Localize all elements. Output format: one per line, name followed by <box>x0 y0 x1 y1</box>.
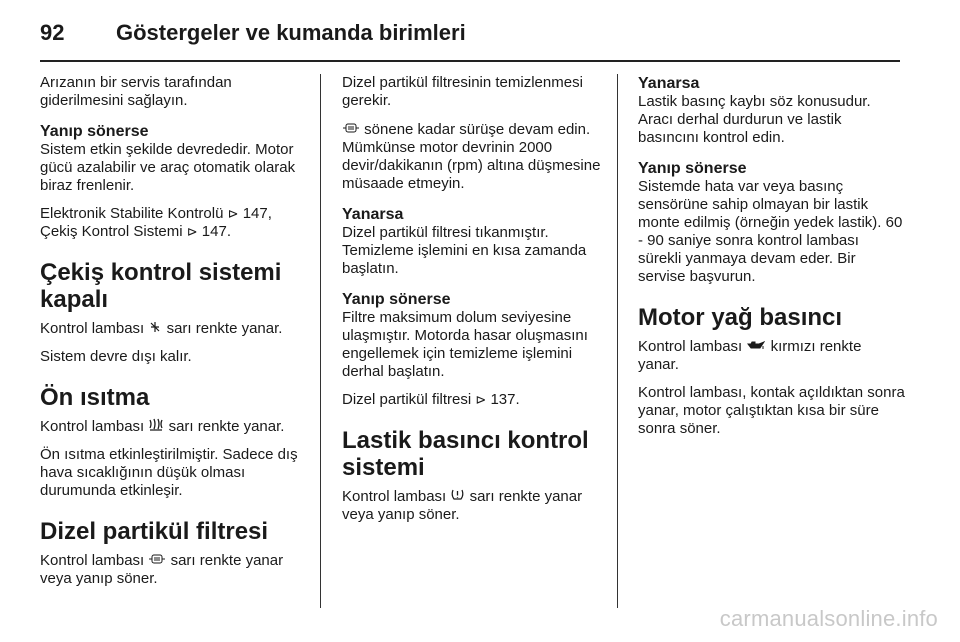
oil-paragraph <box>638 337 906 374</box>
tc-reference: Çekiş Kontrol Sistemi <box>40 223 183 240</box>
oil-paragraph-2: Kontrol lambası, kontak açıldıktan sonra yanar, motor çalıştıktan kısa bir süre sonra söner. <box>638 384 905 437</box>
preheat-text-a: Kontrol lambası <box>40 418 145 435</box>
lit-heading: Yanarsa <box>638 75 700 92</box>
dpf-drive-text: sönene kadar sürüşe devam edin. Mümkünse motor devrinin 2000 devir/dakikanın (rpm) altına düşmesine müsaade etmeyin. <box>342 121 601 192</box>
esc-page: 147, <box>242 205 272 222</box>
section-title-tc-off: Çekiş kontrol sistemi kapalı <box>40 259 282 313</box>
dpf-ref-paragraph <box>342 391 610 409</box>
column-divider-2 <box>617 74 618 608</box>
oil-can-icon <box>746 337 766 355</box>
diesel-particle-filter-icon <box>342 120 360 138</box>
page-header <box>40 8 920 58</box>
diesel-particle-filter-icon <box>148 551 166 569</box>
dpf-drive-paragraph <box>342 120 610 193</box>
page-ref-arrow-icon: ⊳ <box>475 392 487 407</box>
page-ref-arrow-icon: ⊳ <box>227 206 239 221</box>
tc-off-text-a: Kontrol lambası <box>40 320 145 337</box>
tc-off-paragraph-2: Sistem devre dışı kalır. <box>40 348 192 365</box>
section-title-dpf: Dizel partikül filtresi <box>40 518 269 545</box>
blink-heading: Yanıp sönerse <box>342 291 451 308</box>
column-3 <box>638 74 906 448</box>
tc-off-text-b: sarı renkte yanar. <box>166 320 283 337</box>
column-divider-1 <box>320 74 321 608</box>
esc-reference: Elektronik Stabilite Kontrolü <box>40 205 224 222</box>
page-title: Göstergeler ve kumanda birimleri <box>116 20 466 45</box>
preheat-paragraph <box>40 417 308 436</box>
section-title-tpms: Lastik basıncı kontrol sistemi <box>342 427 589 481</box>
tpms-text-a: Kontrol lambası <box>342 488 447 505</box>
tpms-text-b: sarı renkte yanar veya yanıp söner. <box>342 488 583 523</box>
lit-paragraph: Lastik basınç kaybı söz konusudur. Aracı derhal durdurun ve lastik basıncını kontrol edin. <box>638 93 871 146</box>
column-1 <box>40 74 308 598</box>
glow-plug-icon <box>148 417 164 435</box>
tpms-paragraph <box>342 487 610 524</box>
preheat-text-b: sarı renkte yanar. <box>168 418 285 435</box>
blink-heading: Yanıp sönerse <box>40 123 149 140</box>
watermark: carmanualsonline.info <box>719 606 938 631</box>
lit-heading: Yanarsa <box>342 206 404 223</box>
page-number: 92 <box>40 20 65 45</box>
tc-off-paragraph <box>40 319 308 338</box>
dpf-text-b: sarı renkte yanar veya yanıp söner. <box>40 552 284 587</box>
oil-text-a: Kontrol lambası <box>638 338 743 355</box>
blink-paragraph: Sistem etkin şekilde devrededir. Motor gücü azalabilir ve araç otomatik olarak biraz frenlenir. <box>40 141 296 194</box>
dpf-page: 137. <box>490 391 520 408</box>
dpf-reference: Dizel partikül filtresi <box>342 391 472 408</box>
blink-paragraph: Sistemde hata var veya basınç sensörüne sahip olmayan bir lastik monte edilmiş (örneğin yedek lastik). 60 - 90 saniye sonra kontrol lambası sürekli yanmaya devam eder. Bir servise başvurun. <box>638 178 903 285</box>
header-rule <box>40 60 900 62</box>
section-title-oil: Motor yağ basıncı <box>638 304 843 331</box>
lit-paragraph: Dizel partikül filtresi tıkanmıştır. Temizleme işlemini en kısa zamanda başlatın. <box>342 224 587 277</box>
tire-pressure-icon <box>450 487 465 505</box>
cross-reference-paragraph <box>40 205 308 241</box>
dpf-text-a: Kontrol lambası <box>40 552 145 569</box>
page-ref-arrow-icon: ⊳ <box>186 224 198 239</box>
column-2 <box>342 74 610 534</box>
intro-paragraph: Arızanın bir servis tarafından giderilmesini sağlayın. <box>40 74 232 109</box>
oil-text-b: kırmızı renkte yanar. <box>638 338 862 373</box>
tc-page: 147. <box>201 223 231 240</box>
blink-heading: Yanıp sönerse <box>638 160 747 177</box>
dpf-clean-paragraph: Dizel partikül filtresinin temizlenmesi gerekir. <box>342 74 583 109</box>
preheat-paragraph-2: Ön ısıtma etkinleştirilmiştir. Sadece dış hava sıcaklığının düşük olması durumunda etkinleşir. <box>40 446 298 499</box>
section-title-preheat: Ön ısıtma <box>40 384 150 411</box>
blink-paragraph: Filtre maksimum dolum seviyesine ulaşmıştır. Motorda hasar oluşmasını engellemek için temizleme işlemini derhal başlatın. <box>342 309 588 380</box>
traction-off-icon <box>148 319 162 337</box>
dpf-paragraph <box>40 551 308 588</box>
